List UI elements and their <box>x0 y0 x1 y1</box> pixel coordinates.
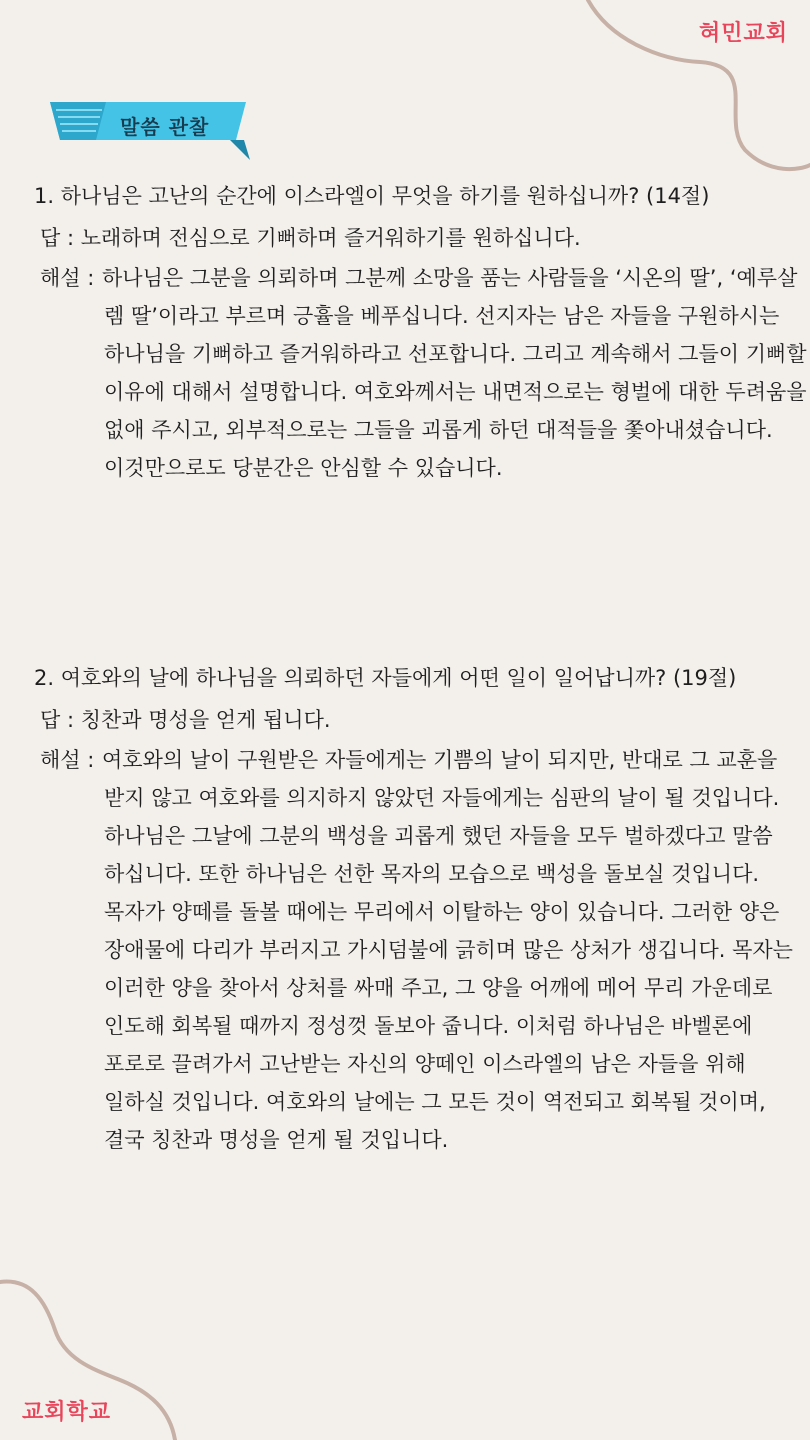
answer-2: 답 : 칭찬과 명성을 얻게 됩니다. <box>40 708 331 732</box>
explanation-line: 이러한 양을 찾아서 상처를 싸매 주고, 그 양을 어깨에 메어 무리 가운데로 <box>104 976 773 1000</box>
explanation-line: 하나님은 그분을 의뢰하며 그분께 소망을 품는 사람들을 ‘시온의 딸’, ‘예루살 <box>102 266 798 290</box>
explanation-line: 여호와의 날이 구원받은 자들에게는 기쁨의 날이 되지만, 반대로 그 교훈을 <box>102 748 778 772</box>
explanation-line: 하나님을 기뻐하고 즐거워하라고 선포합니다. 그리고 계속해서 그들이 기뻐할 <box>104 342 807 366</box>
explanation-line: 없애 주시고, 외부적으로는 그들을 괴롭게 하던 대적들을 쫓아내셨습니다. <box>104 418 773 442</box>
explanation-label-1: 해설 : <box>40 266 95 290</box>
explanation-line: 받지 않고 여호와를 의지하지 않았던 자들에게는 심판의 날이 될 것입니다. <box>104 786 780 810</box>
explanation-line: 일하실 것입니다. 여호와의 날에는 그 모든 것이 역전되고 회복될 것이며, <box>104 1090 766 1114</box>
answer-1: 답 : 노래하며 전심으로 기뻐하며 즐거워하기를 원하십니다. <box>40 226 581 250</box>
section-title: 말씀 관찰 <box>120 115 210 139</box>
church-logo-bottom: 교회학교 <box>22 1400 112 1425</box>
explanation-line: 인도해 회복될 때까지 정성껏 돌보아 줍니다. 이처럼 하나님은 바벨론에 <box>104 1014 753 1038</box>
explanation-2 <box>102 741 793 1159</box>
explanation-line: 하십니다. 또한 하나님은 선한 목자의 모습으로 백성을 돌보실 것입니다. <box>104 862 760 886</box>
explanation-line: 이것만으로도 당분간은 안심할 수 있습니다. <box>104 456 503 480</box>
explanation-line: 하나님은 그날에 그분의 백성을 괴롭게 했던 자들을 모두 벌하겠다고 말씀 <box>104 824 773 848</box>
question-2: 2. 여호와의 날에 하나님을 의뢰하던 자들에게 어떤 일이 일어납니까? (19절) <box>34 666 737 690</box>
explanation-line: 장애물에 다리가 부러지고 가시덤불에 긁히며 많은 상처가 생깁니다. 목자는 <box>104 938 793 962</box>
explanation-line: 이유에 대해서 설명합니다. 여호와께서는 내면적으로는 형벌에 대한 두려움을 <box>104 380 807 404</box>
question-1: 1. 하나님은 고난의 순간에 이스라엘이 무엇을 하기를 원하십니까? (14절) <box>34 184 710 208</box>
church-logo-top: 혀민교회 <box>698 21 788 46</box>
explanation-line: 포로로 끌려가서 고난받는 자신의 양떼인 이스라엘의 남은 자들을 위해 <box>104 1052 746 1076</box>
explanation-line: 렘 딸’이라고 부르며 긍휼을 베푸십니다. 선지자는 남은 자들을 구원하시는 <box>104 304 780 328</box>
explanation-line: 목자가 양떼를 돌볼 때에는 무리에서 이탈하는 양이 있습니다. 그러한 양은 <box>104 900 780 924</box>
explanation-1 <box>102 259 807 487</box>
explanation-label-2: 해설 : <box>40 748 95 772</box>
explanation-line: 결국 칭찬과 명성을 얻게 될 것입니다. <box>104 1128 449 1152</box>
